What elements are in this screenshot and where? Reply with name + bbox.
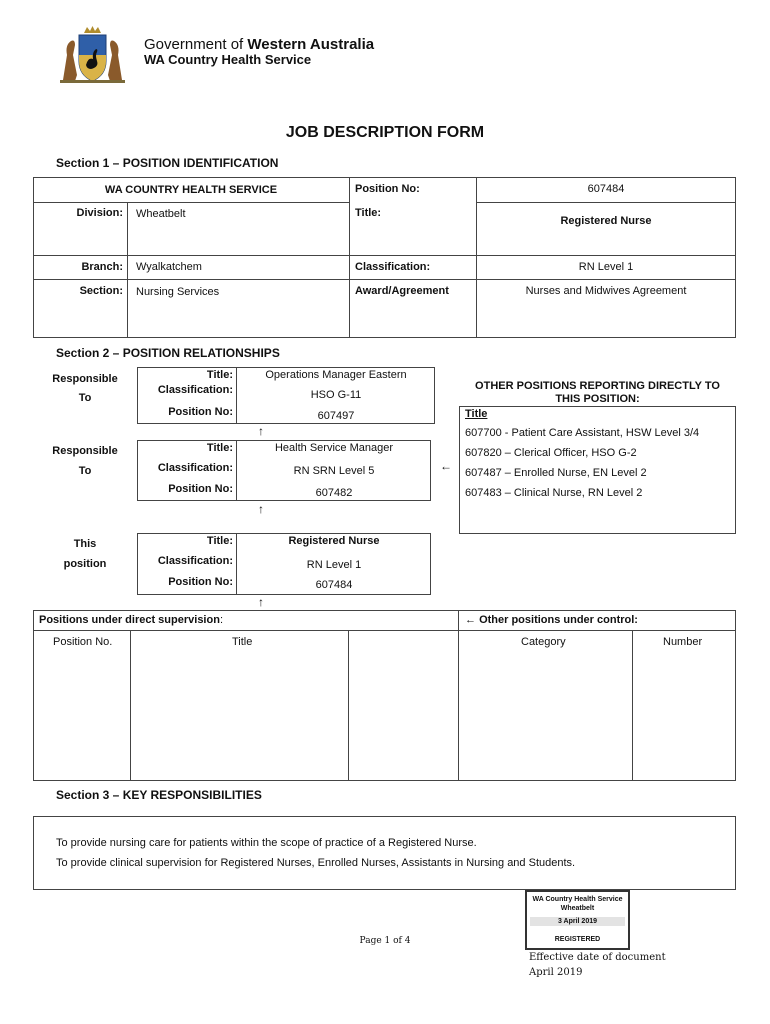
other-positions-title-label: Title	[465, 408, 488, 420]
stamp-status: REGISTERED	[554, 936, 601, 943]
branch-label: Branch:	[81, 261, 123, 273]
this-label-line2: position	[63, 558, 107, 570]
division-label: Division:	[76, 207, 123, 219]
org-name: WA COUNTRY HEALTH SERVICE	[104, 184, 278, 196]
resp1-title-value: Operations Manager Eastern	[265, 369, 407, 381]
position-no-label: Position No:	[355, 183, 420, 195]
division-value: Wheatbelt	[136, 208, 186, 220]
this-title-label: Title:	[206, 535, 233, 547]
position-no-value: 607484	[587, 183, 625, 195]
resp1-label-line1: Responsible	[52, 373, 118, 385]
supervision-heading	[39, 614, 223, 627]
resp1-class-value: HSO G-11	[310, 389, 362, 401]
arrow-left-icon: ←	[440, 459, 452, 473]
award-label: Award/Agreement	[355, 285, 449, 297]
form-title: JOB DESCRIPTION FORM	[285, 124, 485, 141]
classification-label: Classification:	[355, 261, 431, 273]
title-value: Registered Nurse	[560, 215, 652, 227]
section1-heading: Section 1 – POSITION IDENTIFICATION	[56, 156, 279, 170]
resp1-posno-value: 607497	[317, 410, 355, 422]
responsibilities-box	[33, 816, 736, 890]
supervision-table	[33, 610, 736, 781]
col-position-no: Position No.	[53, 636, 113, 648]
this-title-value: Registered Nurse	[288, 535, 380, 547]
this-posno-value: 607484	[315, 579, 353, 591]
resp2-class-value: RN SRN Level 5	[293, 465, 375, 477]
arrow-up-icon: ↑	[258, 595, 264, 609]
arrow-up-icon: ↑	[258, 502, 264, 516]
resp2-class-label: Classification:	[157, 462, 233, 474]
arrow-up-icon: ↑	[258, 424, 264, 438]
effective-date-value: April 2019	[529, 967, 583, 978]
section-value: Nursing Services	[136, 286, 220, 298]
this-label-line1: This	[73, 538, 97, 550]
branch-value: Wyalkatchem	[136, 261, 202, 273]
col-category: Category	[521, 636, 566, 648]
supervision-colon: :	[219, 614, 223, 626]
wa-crest-logo	[55, 25, 130, 85]
list-item: 607487 – Enrolled Nurse, EN Level 2	[465, 467, 647, 479]
col-number: Number	[663, 636, 703, 648]
resp2-label-line1: Responsible	[52, 445, 118, 457]
other-positions-heading-line1: OTHER POSITIONS REPORTING DIRECTLY TO	[475, 380, 720, 392]
resp2-title-label: Title:	[206, 442, 233, 454]
supervision-heading-text: Positions under direct supervision	[39, 614, 220, 626]
list-item: 607700 - Patient Care Assistant, HSW Level 3/4	[465, 427, 700, 439]
effective-date-label: Effective date of document	[529, 952, 666, 963]
stamp-line2: Wheatbelt	[560, 905, 595, 912]
section3-heading: Section 3 – KEY RESPONSIBILITIES	[56, 788, 262, 802]
stamp-date: 3 April 2019	[530, 917, 625, 926]
classification-value: RN Level 1	[578, 261, 634, 273]
responsibility-line: To provide clinical supervision for Registered Nurses, Enrolled Nurses, Assistants in Nursing and Students.	[56, 857, 576, 869]
col-title: Title	[232, 636, 253, 648]
this-posno-label: Position No:	[168, 576, 233, 588]
government-prefix: Government of	[144, 36, 248, 53]
list-item: 607483 – Clinical Nurse, RN Level 2	[465, 487, 643, 499]
list-item: 607820 – Clerical Officer, HSO G-2	[465, 447, 637, 459]
resp2-posno-value: 607482	[315, 487, 353, 499]
resp2-posno-label: Position No:	[168, 483, 233, 495]
page-number: Page 1 of 4	[359, 936, 411, 946]
this-class-label: Classification:	[157, 555, 233, 567]
control-heading: Other positions under control:	[479, 614, 638, 626]
award-value: Nurses and Midwives Agreement	[525, 285, 687, 297]
section2-heading: Section 2 – POSITION RELATIONSHIPS	[56, 346, 280, 360]
responsibility-line: To provide nursing care for patients within the scope of practice of a Registered Nurse.	[56, 837, 477, 849]
resp2-title-value: Health Service Manager	[274, 442, 393, 454]
government-state: Western Australia	[247, 36, 375, 53]
arrow-left-icon: ←	[465, 614, 480, 626]
other-positions-heading-line2: THIS POSITION:	[555, 393, 640, 405]
resp1-title-label: Title:	[206, 369, 233, 381]
service-name: WA Country Health Service	[144, 52, 312, 67]
resp1-posno-label: Position No:	[168, 406, 233, 418]
resp1-label-line2: To	[78, 392, 92, 404]
section-label: Section:	[79, 285, 123, 297]
this-class-value: RN Level 1	[306, 559, 362, 571]
title-label: Title:	[355, 207, 382, 219]
resp2-label-line2: To	[78, 465, 92, 477]
stamp-line1: WA Country Health Service	[532, 896, 623, 903]
resp1-class-label: Classification:	[157, 384, 233, 396]
